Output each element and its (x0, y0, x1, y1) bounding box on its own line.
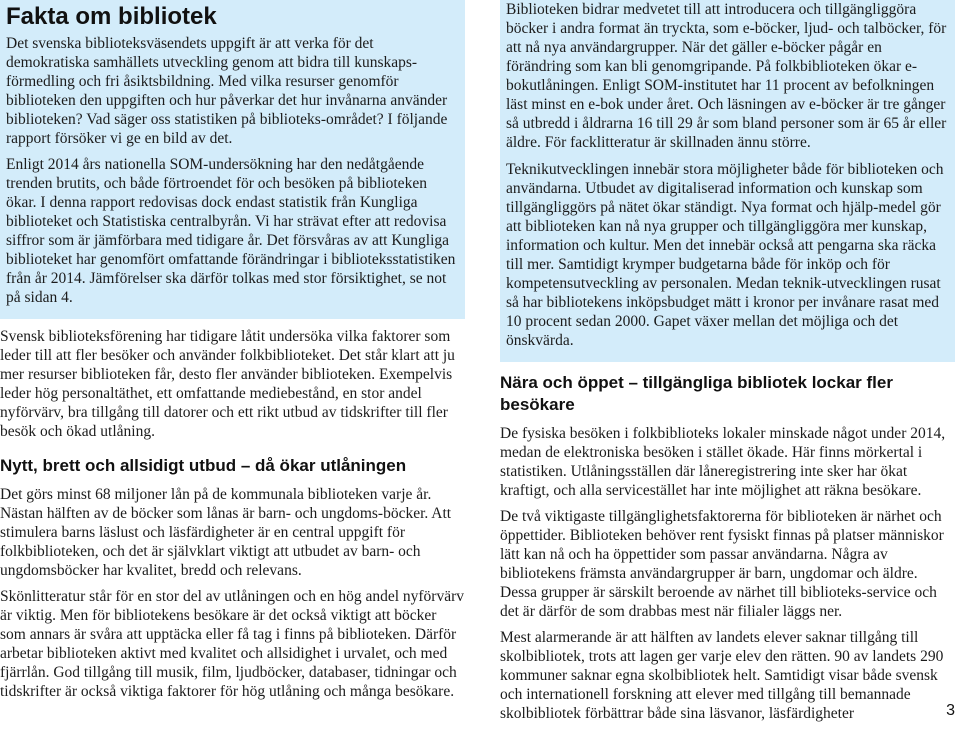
fact-box-paragraph: Enligt 2014 års nationella SOM-undersökning har den nedåtgående trenden brutits, och både förtroendet för och besöken på biblioteken ökar. I denna rapport redovisas dock endast statistik från Kungliga biblioteket och Statistiska centralbyrån. Vi har strävat efter att redovisa siffror som är jämförbara med tidigare år. Det försvåras av att Kungliga biblioteket har genomfört omfattande förändringar i biblioteksstatistiken från år 2014. Jämförelser ska därför tolkas med stor försiktighet, se not på sidan 4. (6, 156, 456, 306)
fact-box-title: Fakta om bibliotek (6, 3, 217, 30)
box-paragraph: Teknikutvecklingen innebär stora möjligheter både för biblioteken och användarna. Utbudet av digitaliserad information och kunskap som tillgängliggörs på nätet ökar ständigt. Nya format och hjälp-medel gör att biblioteken kan nå nya grupper och tillgängliggöra mer kunskap, information och kultur. Men det innebär också att pengarna ska räcka till mer. Samtidigt krymper budgetarna både för inköp och för kompetensutveckling av personalen. Medan teknik-utvecklingen rusat så har bibliotekens inköpsbudget mätt i kronor per invånare rasat med 10 procent sedan 2000. Gapet växer mellan det möjliga och det önskvärda. (506, 161, 944, 349)
fact-box-paragraph: Det svenska biblioteksväsendets uppgift är att verka för det demokratiska samhällets utveckling genom att bidra till kunskaps-förmedling och fri åsiktsbildning. Med vilka resurser genomför biblioteken den uppgiften och hur påverkar det hur invånarna använder biblioteken? Vad säger oss statistiken på biblioteks-området? I följande rapport försöker vi ge en bild av det. (6, 35, 448, 147)
left-column (0, 0, 465, 708)
body-paragraph: De fysiska besöken i folkbiblioteks lokaler minskade något under 2014, medan de elektroniska besöken i stället ökade. Här finns mörkertal i statistiken. Utlåningsställen där låneregistrering inte sker har ökat kraftigt, och alla servicestället har inte möjlighet att räkna besökare. (500, 425, 946, 499)
intro-paragraph: Svensk biblioteksförening har tidigare låtit undersöka vilka faktorer som leder till att fler besöker och använder folkbiblioteket. Det står klart att ju mer resurser biblioteken får, desto fler använder biblioteken. Exempelvis leder hög personaltäthet, ett omfattande mediebestånd, en stor andel nyförvärv, bra tillgång till datorer och ett rikt utbud av tidskrifter till fler besök och ökad utlåning. (0, 328, 455, 440)
fact-box (0, 0, 465, 319)
right-column (500, 0, 955, 730)
section-heading-tillganglighet: Nära och öppet – tillgängliga bibliotek lockar fler besökare (500, 373, 893, 414)
body-paragraph: Det görs minst 68 miljoner lån på de kommunala biblioteken varje år. Nästan hälften av de böcker som lånas är barn- och ungdoms-böcker. Att stimulera barns läslust och läsfärdigheter är en central uppgift för folkbiblioteken, och det är självklart viktigt att utbudet av barn- och ungdomsböcker har kvalitet, bredd och relevans. (0, 486, 452, 579)
body-paragraph: De två viktigaste tillgänglighetsfaktorerna för biblioteken är närhet och öppettider. Biblioteken behöver rent fysiskt finnas på platser människor lätt kan nå och ha öppettider som passar användarna. Några av bibliotekens främsta användargrupper är barn, ungdomar och äldre. Dessa grupper är särskilt beroende av närhet till biblioteks-service och det är därför de som drabbas mest när filialer läggs ner. (500, 508, 944, 620)
box-paragraph: Biblioteken bidrar medvetet till att introducera och tillgängliggöra böcker i andra format än tryckta, som e-böcker, ljud- och talböcker, för att nå nya användargrupper. När det gäller e-böcker pågår en förändring som kan bli genomgripande. På folkbiblioteken ökar e-bokutlåningen. Enligt SOM-institutet har 11 procent av befolkningen läst minst en e-bok under året. Och läsningen av e-böcker är tre gånger så utbredd i åldrarna 16 till 29 år som bland personer som är 65 år eller äldre. För facklitteratur är skillnaden ännu större. (506, 1, 947, 151)
section-heading-utbud: Nytt, brett och allsidigt utbud – då ökar utlåningen (0, 456, 407, 475)
digital-box (500, 0, 955, 362)
page-number: 3 (946, 702, 955, 719)
body-paragraph: Mest alarmerande är att hälften av landets elever saknar tillgång till skolbibliotek, trots att lagen ger varje elev den rätten. 90 av landets 290 kommuner saknar egna skolbibliotek helt. Samtidigt visar både svensk och internationell forskning att elever med tillgång till bemannade skolbibliotek förbättrar både sina läsvanor, läsfärdigheter (500, 629, 944, 722)
body-paragraph: Skönlitteratur står för en stor del av utlåningen och en hög andel nyförvärv är viktig. Men för bibliotekens besökare är det också viktigt att böcker som annars är svåra att upptäcka eller få tag i finns på biblioteken. Därför arbetar biblioteken aktivt med kvalitet och allsidighet i urvalet, och med fjärrlån. God tillgång till musik, film, ljudböcker, databaser, tidningar och tidskrifter är också viktiga faktorer för hög utlåning och många besökare. (0, 588, 465, 700)
